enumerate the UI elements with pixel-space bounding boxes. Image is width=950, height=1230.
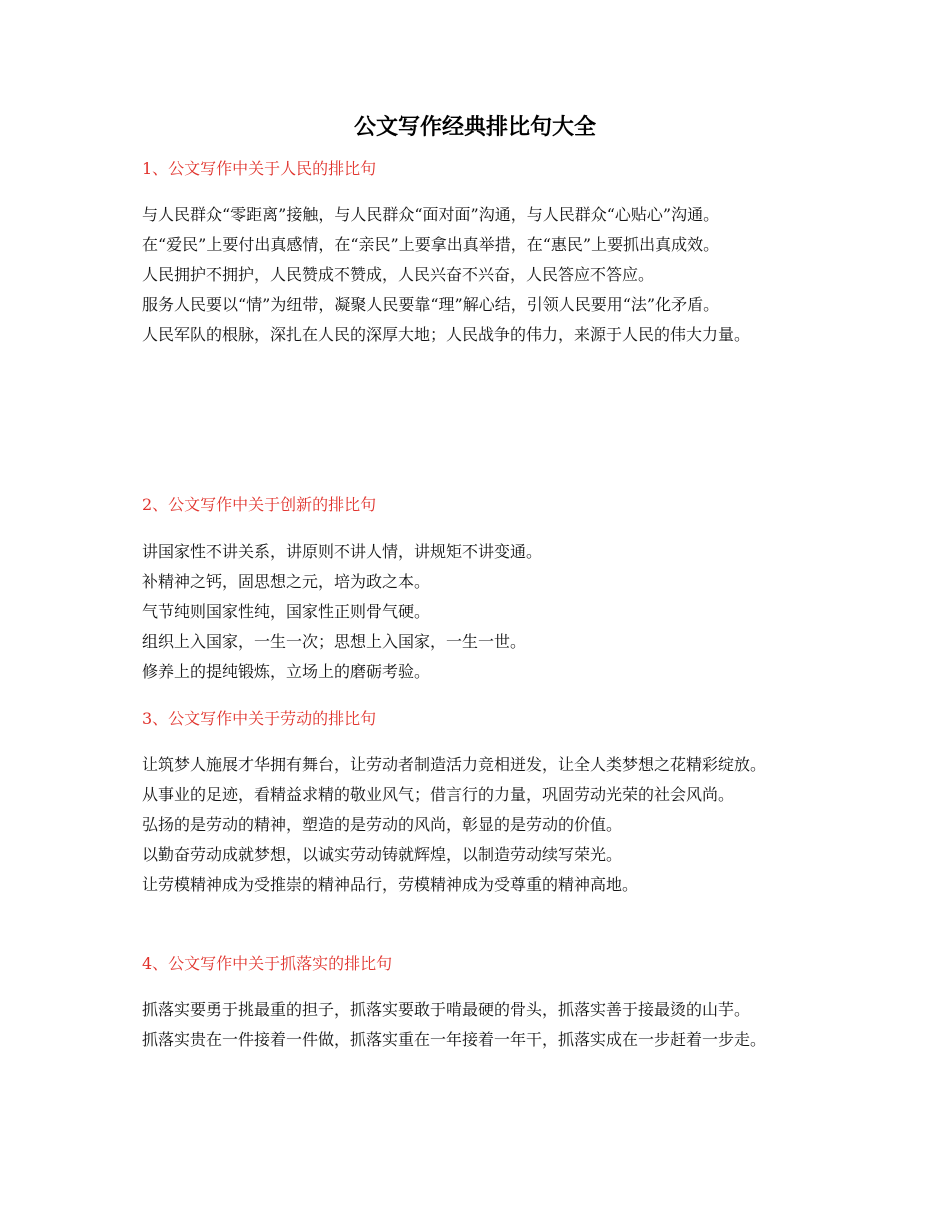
section-heading-labor: 3、公文写作中关于劳动的排比句 [142,709,377,728]
section-body-implementation [142,995,806,1055]
section-heading-implementation: 4、公文写作中关于抓落实的排比句 [142,954,393,973]
paragraph-line: 讲国家性不讲关系，讲原则不讲人情，讲规矩不讲变通。 [142,542,543,561]
paragraph-line: 与人民群众“零距离”接触，与人民群众“面对面”沟通，与人民群众“心贴心”沟通。 [142,205,720,224]
paragraph-line: 修养上的提纯锻炼，立场上的磨砺考验。 [142,662,431,681]
section-heading-innovation: 2、公文写作中关于创新的排比句 [142,495,377,514]
paragraph-line: 从事业的足迹，看精益求精的敬业风气；借言行的力量，巩固劳动光荣的社会风尚。 [142,785,735,804]
section-body-people [142,200,806,350]
paragraph-line: 以勤奋劳动成就梦想，以诚实劳动铸就辉煌，以制造劳动续写荣光。 [142,845,623,864]
paragraph-line: 人民军队的根脉，深扎在人民的深厚大地；人民战争的伟力，来源于人民的伟大力量。 [142,325,751,344]
paragraph-line: 人民拥护不拥护，人民赞成不赞成，人民兴奋不兴奋，人民答应不答应。 [142,265,655,284]
section-body-labor [142,750,806,900]
paragraph-line: 在“爱民”上要付出真感情，在“亲民”上要拿出真举措，在“惠民”上要抓出真成效。 [142,235,720,254]
section-heading-people: 1、公文写作中关于人民的排比句 [142,159,377,178]
page-title: 公文写作经典排比句大全 [353,114,596,140]
paragraph-line: 弘扬的是劳动的精神，塑造的是劳动的风尚，彰显的是劳动的价值。 [142,815,623,834]
paragraph-line: 抓落实贵在一件接着一件做，抓落实重在一年接着一年干，抓落实成在一步赶着一步走。 [142,1030,767,1049]
paragraph-line: 气节纯则国家性纯，国家性正则骨气硬。 [142,602,431,621]
paragraph-line: 组织上入国家，一生一次；思想上入国家，一生一世。 [142,632,527,651]
section-body-innovation [142,537,806,687]
paragraph-line: 服务人民要以“情”为纽带，凝聚人民要靠“理”解心结，引领人民要用“法”化矛盾。 [142,295,720,314]
paragraph-line: 让筑梦人施展才华拥有舞台，让劳动者制造活力竞相迸发，让全人类梦想之花精彩绽放。 [142,755,767,774]
paragraph-line: 让劳模精神成为受推崇的精神品行，劳模精神成为受尊重的精神高地。 [142,875,639,894]
paragraph-line: 抓落实要勇于挑最重的担子，抓落实要敢于啃最硬的骨头，抓落实善于接最烫的山芋。 [142,1000,751,1019]
paragraph-line: 补精神之钙，固思想之元，培为政之本。 [142,572,431,591]
